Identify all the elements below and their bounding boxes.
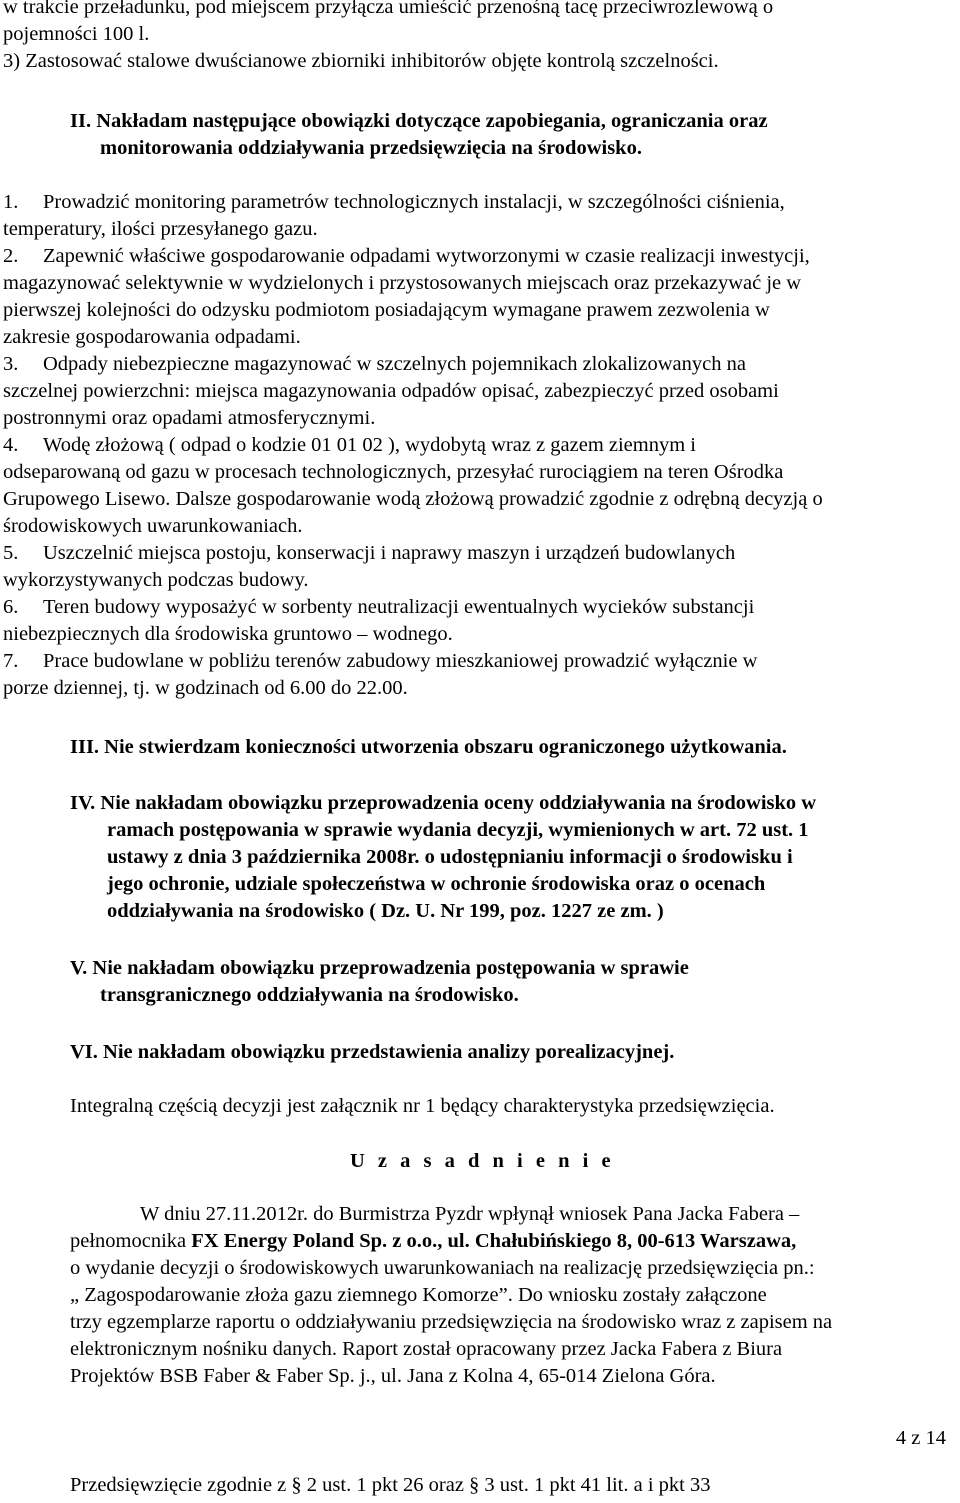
item-number: 2. [3,245,19,267]
section-heading-v: V. Nie nakładam obowiązku przeprowadzenia postępowania w sprawie [70,957,689,979]
item-number: 1. [3,191,19,213]
text-line: elektronicznym nośniku danych. Raport został opracowany przez Jacka Fabera z Biura [70,1338,783,1360]
section-heading-ii: II. Nakładam następujące obowiązki dotyczące zapobiegania, ograniczania oraz [70,110,768,132]
list-item-1: 1. Prowadzić monitoring parametrów technologicznych instalacji, w szczególności ciśnienia, [3,189,785,216]
text-line: pojemności 100 l. [3,23,150,45]
text-line: postronnymi oraz opadami atmosferycznymi. [3,407,376,429]
text-line: 3) Zastosować stalowe dwuścianowe zbiorniki inhibitorów objęte kontrolą szczelności. [3,50,719,72]
text-line: odseparowaną od gazu w procesach technologicznych, przesyłać rurociągiem na teren Ośrodka [3,461,784,483]
section-heading-iv: IV. Nie nakładam obowiązku przeprowadzenia oceny oddziaływania na środowisko w [70,792,817,814]
text-line: „ Zagospodarowanie złoża gazu ziemnego Komorze”. Do wniosku zostały załączone [70,1284,767,1306]
text-line: wykorzystywanych podczas budowy. [3,569,309,591]
page-number: 4 z 14 [895,1427,946,1449]
text-line: oddziaływania na środowisko ( Dz. U. Nr 199, poz. 1227 ze zm. ) [107,900,664,922]
list-item-6: 6. Teren budowy wyposażyć w sorbenty neutralizacji ewentualnych wycieków substancji [3,594,754,621]
list-item-2: 2. Zapewnić właściwe gospodarowanie odpadami wytworzonymi w czasie realizacji inwestycji, [3,243,810,270]
text-line: o wydanie decyzji o środowiskowych uwarunkowaniach na realizację przedsięwzięcia pn.: [70,1257,815,1279]
text-line: ustawy z dnia 3 października 2008r. o udostępnianiu informacji o środowisku i [107,846,793,868]
footer-line: Przedsięwzięcie zgodnie z § 2 ust. 1 pkt 26 oraz § 3 ust. 1 pkt 41 lit. a i pkt 33 [70,1474,711,1496]
list-item-5: 5. Uszczelnić miejsca postoju, konserwacji i naprawy maszyn i urządzeń budowlanych [3,540,735,567]
item-number: 7. [3,650,19,672]
text-line: środowiskowych uwarunkowaniach. [3,515,303,537]
text-line: pierwszej kolejności do odzysku podmiotom posiadającym wymagane prawem zezwolenia w [3,299,770,321]
justification-heading: U z a s a d n i e n i e [350,1150,615,1172]
item-number: 3. [3,353,19,375]
text-line: w trakcie przeładunku, pod miejscem przyłącza umieścić przenośną tacę przeciwrozlewową o [3,0,774,18]
text-line: porze dziennej, tj. w godzinach od 6.00 do 22.00. [3,677,408,699]
annex-note: Integralną częścią decyzji jest załącznik nr 1 będący charakterystyka przedsięwzięcia. [70,1095,775,1117]
list-item-4: 4. Wodę złożową ( odpad o kodzie 01 01 02 ), wydobytą wraz z gazem ziemnym i [3,432,696,459]
text-line: trzy egzemplarze raportu o oddziaływaniu przedsięwzięcia na środowisko wraz z zapisem na [70,1311,833,1333]
text-line: szczelnej powierzchni: miejsca magazynowania odpadów opisać, zabezpieczyć przed osobami [3,380,779,402]
item-number: 6. [3,596,19,618]
text-line: jego ochronie, udziale społeczeństwa w ochronie środowiska oraz o ocenach [107,873,766,895]
text-line: niebezpiecznych dla środowiska gruntowo – wodnego. [3,623,453,645]
section-heading-vi: VI. Nie nakładam obowiązku przedstawienia analizy porealizacyjnej. [70,1041,675,1063]
text-line: temperatury, ilości przesyłanego gazu. [3,218,318,240]
text-line: magazynować selektywnie w wydzielonych i przystosowanych miejscach oraz przekazywać je w [3,272,802,294]
section-heading-iii: III. Nie stwierdzam konieczności utworzenia obszaru ograniczonego użytkowania. [70,736,787,758]
text-line: Grupowego Lisewo. Dalsze gospodarowanie wodą złożową prowadzić zgodnie z odrębną decyzją o [3,488,823,510]
company-name: FX Energy Poland Sp. z o.o., ul. Chałubińskiego 8, 00-613 Warszawa, [191,1230,797,1252]
list-item-3: 3. Odpady niebezpieczne magazynować w szczelnych pojemnikach zlokalizowanych na [3,351,746,378]
list-item-7: 7. Prace budowlane w pobliżu terenów zabudowy mieszkaniowej prowadzić wyłącznie w [3,648,757,675]
text-line: W dniu 27.11.2012r. do Burmistrza Pyzdr wpłynął wniosek Pana Jacka Fabera – [140,1203,800,1225]
text-line: transgranicznego oddziaływania na środowisko. [100,984,519,1006]
section-heading-ii-cont: monitorowania oddziaływania przedsięwzięcia na środowisko. [100,137,642,159]
text-line: pełnomocnika FX Energy Poland Sp. z o.o., ul. Chałubińskiego 8, 00-613 Warszawa, [70,1230,797,1252]
text-line: ramach postępowania w sprawie wydania decyzji, wymienionych w art. 72 ust. 1 [107,819,809,841]
item-number: 5. [3,542,19,564]
item-number: 4. [3,434,19,456]
text-line: Projektów BSB Faber & Faber Sp. j., ul. Jana z Kolna 4, 65-014 Zielona Góra. [70,1365,716,1387]
text-line: zakresie gospodarowania odpadami. [3,326,301,348]
